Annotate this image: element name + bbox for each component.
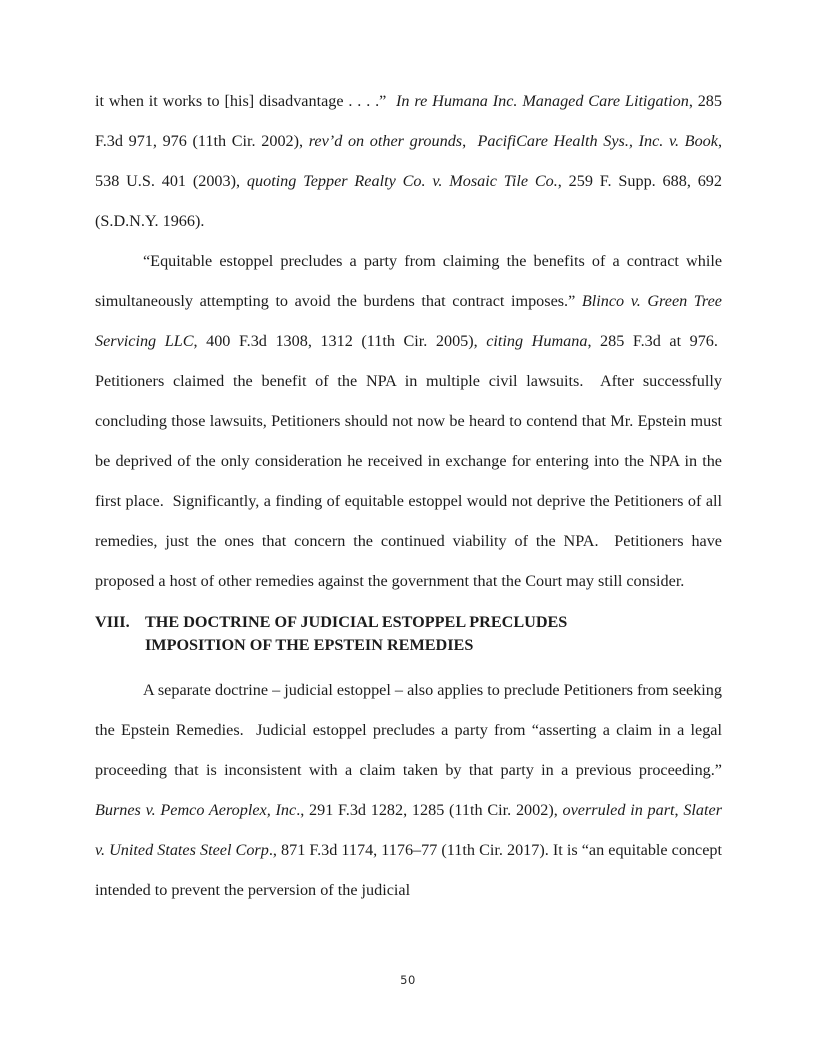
paragraph (95, 670, 722, 910)
body-text: “Equitable estoppel precludes a party from claiming the benefits of a contract while simultaneously attempting to avoid the burdens that contract imposes.” (95, 252, 722, 310)
case-citation-text: Burnes v. Pemco Aeroplex, Inc (95, 801, 297, 819)
body-text: , 285 F.3d at 976. Petitioners claimed the benefit of the NPA in multiple civil lawsuits. After successfully concluding those lawsuits, Petitioners should not now be heard to contend that Mr. Epstein must be deprived of the only consideration he received in exchange for entering into the NPA in the first place. Significantly, a finding of equitable estoppel would not deprive the Petitioners of all remedies, just the ones that concern the continued viability of the NPA. Petitioners have proposed a host of other remedies against the government that the Court may still consider. (95, 332, 722, 590)
case-citation-text: rev’d on other grounds (308, 132, 463, 150)
body-text: , 285 F.3d 971, 976 (11th Cir. 2002), (95, 92, 722, 150)
case-citation-text: In re Humana Inc. Managed Care Litigation (396, 92, 689, 110)
body-text: , 538 U.S. 401 (2003), (95, 132, 722, 190)
case-citation-text: quoting Tepper Realty Co. v. Mosaic Tile Co. (246, 172, 558, 190)
body-text: ., 291 F.3d 1282, 1285 (11th Cir. 2002), (296, 801, 563, 819)
case-citation-text: Blinco v. Green Tree Servicing LLC (95, 292, 722, 350)
section-number: VIII. (95, 613, 130, 631)
document-body (95, 81, 722, 910)
body-text: , (674, 801, 684, 819)
body-text: , 400 F.3d 1308, 1312 (11th Cir. 2005), (193, 332, 487, 350)
body-text: A separate doctrine – judicial estoppel – also applies to preclude Petitioners from seeking the Epstein Remedies. Judicial estoppel precludes a party from “asserting a claim in a legal proceeding that is inconsistent with a claim taken by that party in a previous proceeding.” (95, 681, 722, 779)
case-citation-text: Slater v. United States Steel Corp (95, 801, 722, 859)
page-number: 50 (400, 973, 416, 987)
page-footer (0, 971, 816, 989)
case-citation-text: overruled in part (562, 801, 675, 819)
paragraph (95, 81, 722, 241)
body-text: , 259 F. Supp. 688, 692 (S.D.N.Y. 1966). (95, 172, 722, 230)
case-citation-text: citing Humana (486, 332, 588, 350)
section-heading (95, 611, 722, 657)
body-text: , (462, 132, 478, 150)
case-citation-text: PacifiCare Health Sys., Inc. v. Book (477, 132, 718, 150)
body-text: ., 871 F.3d 1174, 1176–77 (11th Cir. 2017). It is “an equitable concept intended to prevent the perversion of the judicial (95, 841, 723, 899)
paragraph (95, 241, 722, 601)
body-text: it when it works to [his] disadvantage . . . .” (95, 92, 397, 110)
section-title: THE DOCTRINE OF JUDICIAL ESTOPPEL PRECLUDES IMPOSITION OF THE EPSTEIN REMEDIES (145, 613, 568, 654)
